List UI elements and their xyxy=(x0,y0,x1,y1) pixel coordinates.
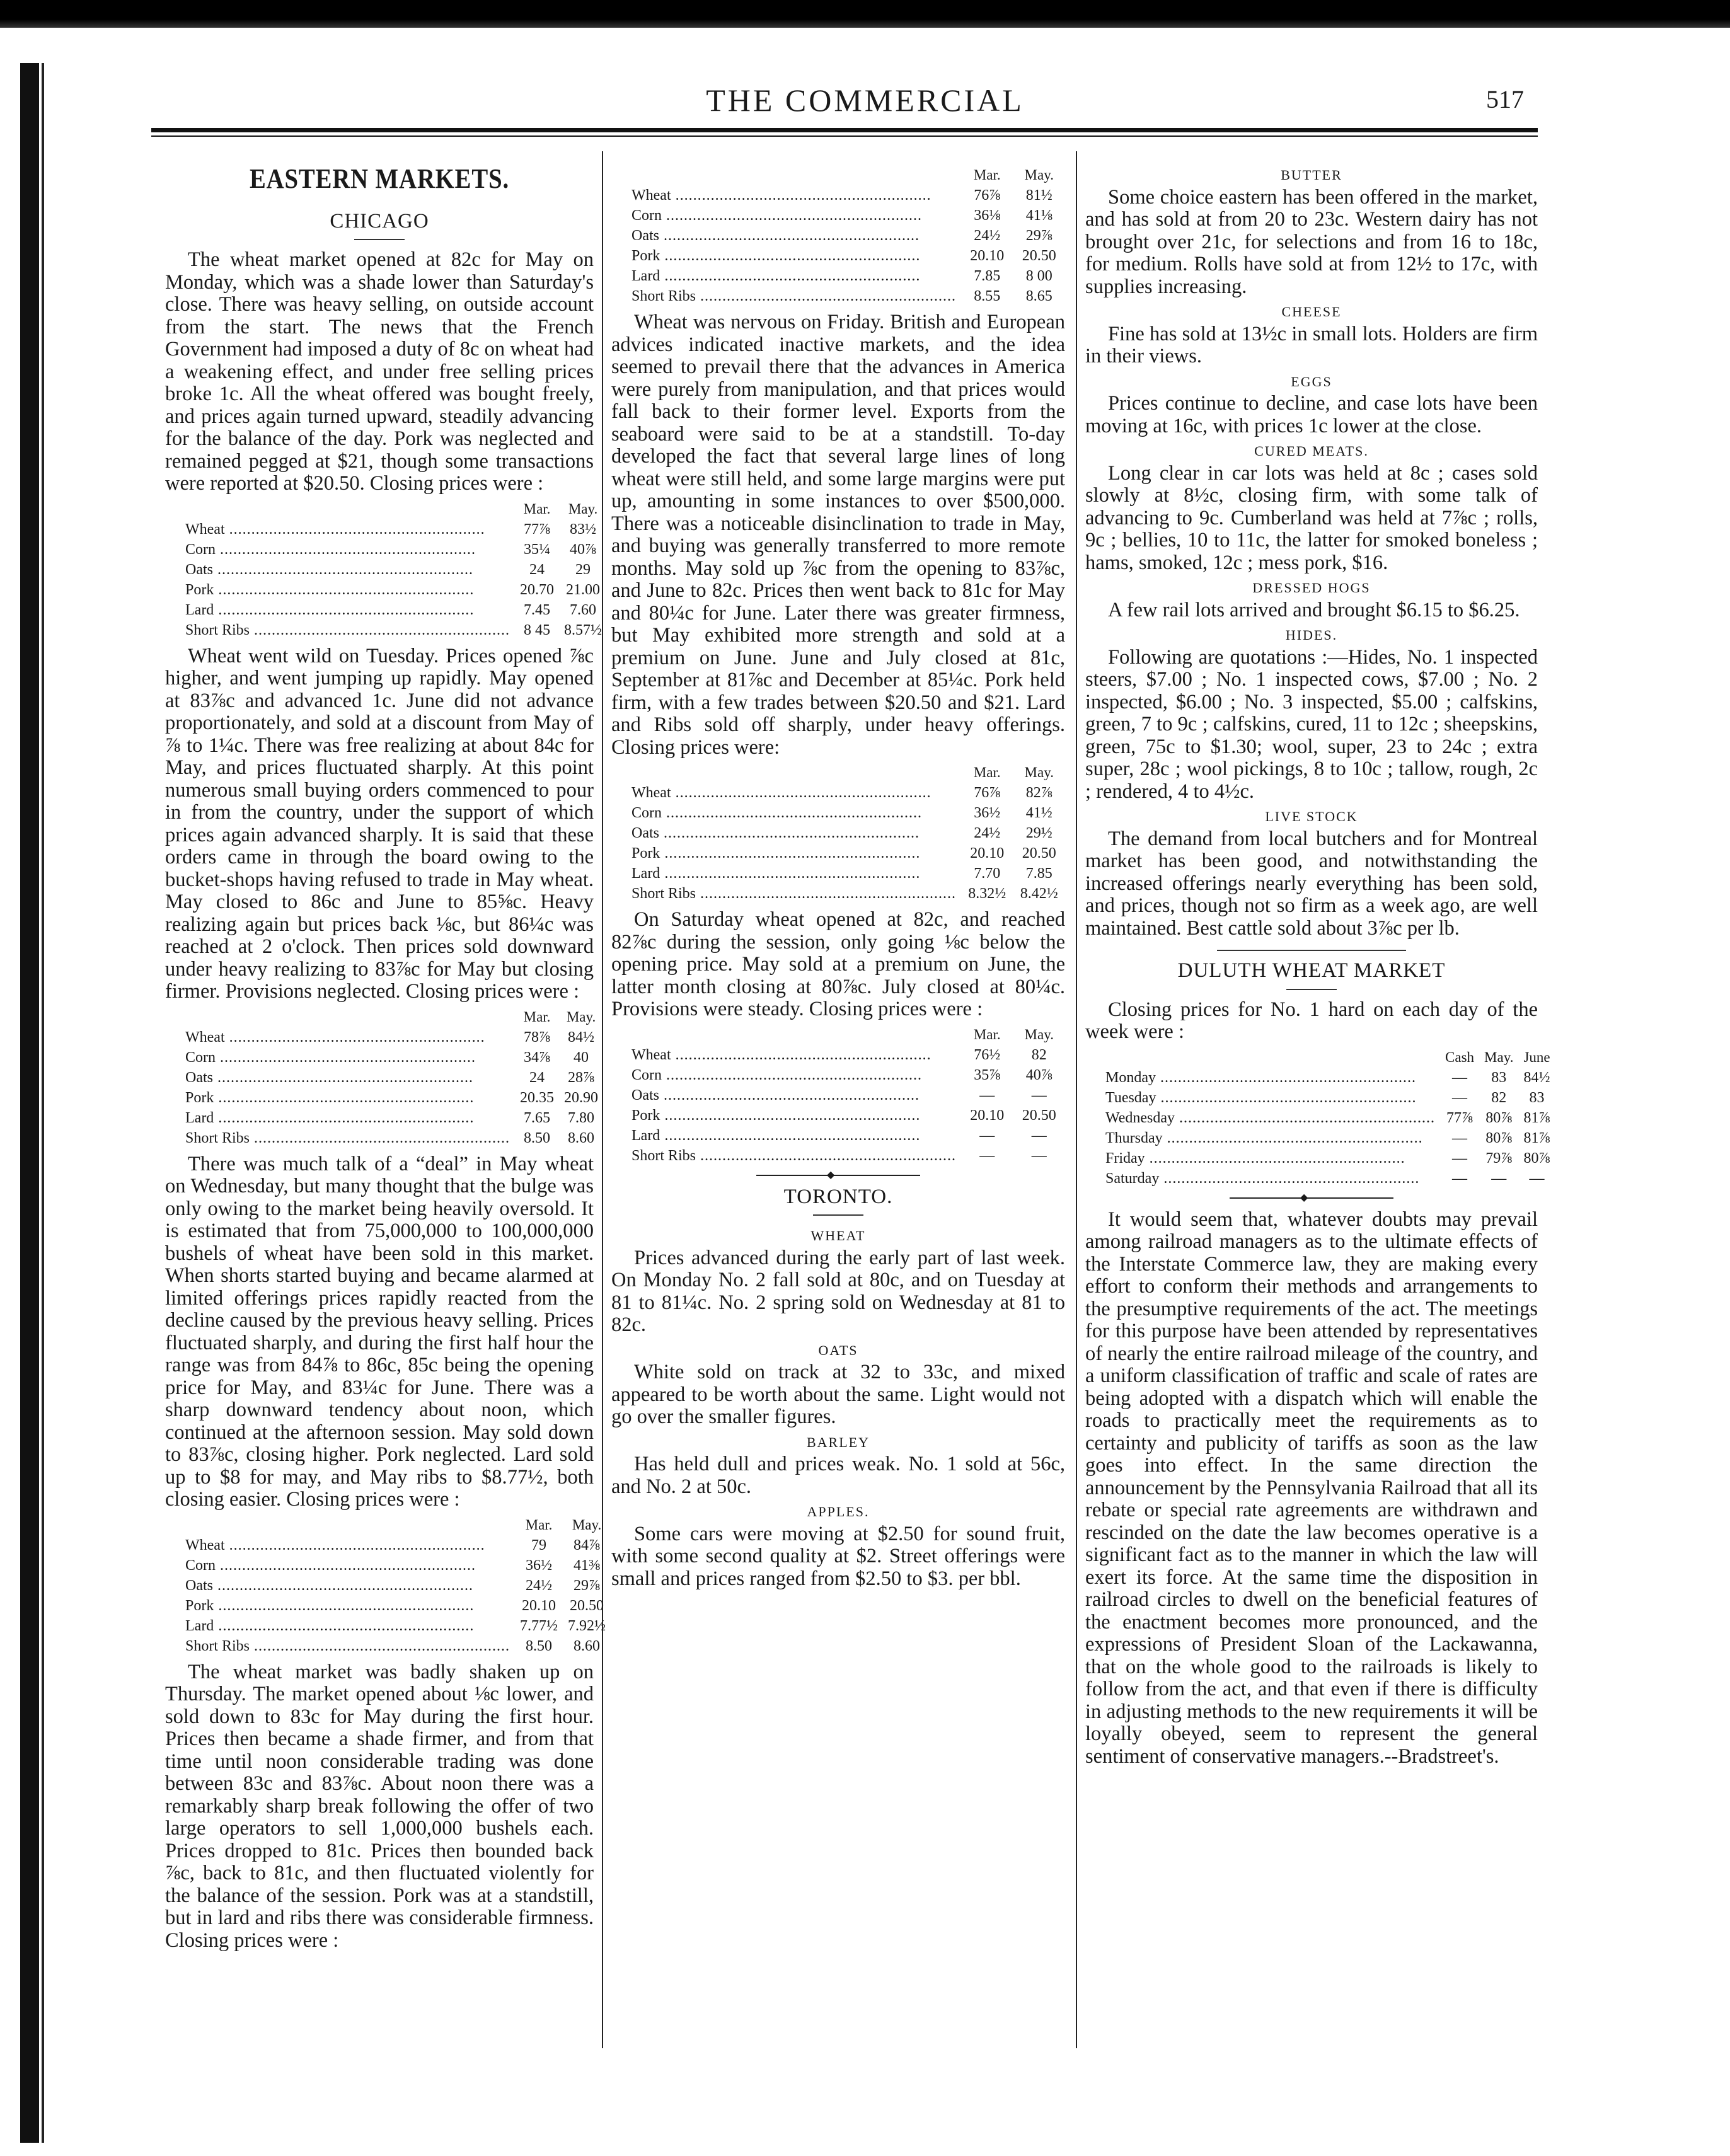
price-cell: 8.50 xyxy=(524,1129,551,1146)
paragraph: There was much talk of a “deal” in May wheat on Wednesday, but many thought that the bulge was only owing to the market being heavily oversold. It is estimated that from 75,000,000 to 100,000,000 bushels of wheat have been sold in this market. When shorts started buying and became alarmed at limited offerings prices rapidly reacted from the decline caused by the previous heavy selling. Prices fluctuated sharply, and during the first half hour the range was from 84⅞ to 86c, 85c being the opening price for May, and 83¼c for June. There was a sharp downward tendency about noon, which continued at the afternoon session. May sold down to 83⅞c, closing higher. Pork neglected. Lard sold up to $8 for may, and May ribs to $8.77½, both closing easier. Closing prices were : xyxy=(165,1152,594,1511)
price-cell: 8.32½ xyxy=(968,885,1006,902)
subheading: HIDES. xyxy=(1285,627,1338,643)
price-cell: 28⅞ xyxy=(568,1069,595,1086)
row-label: Short Ribs ..... xyxy=(626,884,961,904)
row-label: Corn ..... xyxy=(626,803,961,823)
column-2 xyxy=(611,161,1065,1590)
city-heading-toronto: TORONTO. xyxy=(783,1185,893,1208)
table-row xyxy=(626,205,1065,226)
table-row xyxy=(1100,1128,1555,1148)
paragraph: Long clear in car lots was held at 8c ; cases sold slowly at 8½c, closing firm, with some talk of advancing to 9c. Cumberland was held at 7⅞c ; rolls, 9c ; bellies, 10 to 11c, the latter for smoked boneless ; hams, smoked, 12c ; mess pork, $16. xyxy=(1085,461,1538,574)
table-row xyxy=(180,1108,603,1128)
price-table-body xyxy=(1100,1068,1555,1189)
row-label: Short Ribs ..... xyxy=(626,286,961,306)
price-table-body xyxy=(626,783,1065,904)
city-heading-chicago: CHICAGO xyxy=(330,209,429,233)
price-cell: 8.57½ xyxy=(564,621,603,638)
table-row xyxy=(626,1126,1065,1146)
column-header: May. xyxy=(572,1516,602,1533)
price-cell: 7.70 xyxy=(974,865,1001,882)
price-cell: 80⅞ xyxy=(1485,1129,1513,1146)
row-label: Pork ..... xyxy=(180,1088,515,1108)
price-cell: 83½ xyxy=(570,521,597,538)
price-cell: 41⅜ xyxy=(574,1557,601,1574)
paragraph: On Saturday wheat opened at 82c, and reached 82⅞c during the session, only going ⅛c below the opening price. May sold at a premium on June, the latter month closing at 80⅞c. July closed at 80¼c. Provisions were steady. Closing prices were : xyxy=(611,908,1065,1020)
page-number: 517 xyxy=(1486,85,1524,113)
paragraph: The wheat market opened at 82c for May on Monday, which was a shade lower than Saturday's close. There was heavy selling, on outside account from the start. The news that the French Government had imposed a duty of 8c on wheat had a weakening effect, and under free selling prices broke 1c. All the wheat offered was bought freely, and prices again turned upward, steadily advancing for the balance of the day. Pork was neglected and remained pegged at $21, though some transactions were reported at $20.50. Closing prices were : xyxy=(165,248,594,495)
row-label: Oats ..... xyxy=(180,1068,515,1088)
subheading: BUTTER xyxy=(1281,167,1342,183)
table-row xyxy=(626,1085,1065,1105)
ornament-divider: ◆ xyxy=(756,1175,920,1176)
table-row xyxy=(626,823,1065,843)
price-cell: 7.45 xyxy=(524,601,551,618)
row-label: Short Ribs ..... xyxy=(626,1146,961,1166)
price-cell: 77⅞ xyxy=(524,521,551,538)
column-header: Mar. xyxy=(973,764,1001,780)
price-table-body xyxy=(180,1535,611,1656)
price-cell: 8 00 xyxy=(1025,268,1052,284)
table-row xyxy=(1100,1108,1555,1128)
price-cell: 35¼ xyxy=(524,541,551,558)
table-row xyxy=(180,539,607,560)
scan-binding-line xyxy=(42,63,44,2143)
table-row xyxy=(626,246,1065,266)
scan-top-edge xyxy=(0,0,1730,28)
price-cell: 40 xyxy=(574,1049,589,1066)
paragraph: Wheat went wild on Tuesday. Prices opened ⅞c higher, and went jumping up rapidly. May opened at 83⅞c and advanced 1c. June did not advance proportionately, and sold at a discount from May of ⅞ to 1¼c. There was free realizing at about 84c for May, and prices fluctuated sharply. At this point numerous small buying orders commenced to pour in from the country, under the support of which prices again advanced sharply. It is said that these orders came in through the board owing to the bucket-shops having refused to trade in May wheat. May closed to 86c and June to 85⅝c. Heavy realizing again but prices back ⅛c, but 86¼c was reached at 2 o'clock. Then prices sold downward under heavy realizing to 83⅞c for May but closing firmer. Provisions neglected. Closing prices were : xyxy=(165,644,594,1003)
price-table-body xyxy=(180,1027,603,1148)
price-cell: — xyxy=(1452,1089,1468,1106)
price-table xyxy=(626,763,1065,904)
header-rule-thin xyxy=(151,135,1538,137)
price-cell: — xyxy=(1031,1127,1047,1144)
column-header: Mar. xyxy=(523,500,551,517)
price-table-body xyxy=(180,519,607,640)
paragraph: The demand from local butchers and for Montreal market has been good, and notwithstanding the increased offerings nearly everything has been sold, and prices, though not so firm as a week ago, are well maintained. Best cattle sold about 3⅞c per lb. xyxy=(1085,827,1538,940)
price-cell: 7.77½ xyxy=(520,1617,558,1634)
price-table-body xyxy=(626,1045,1065,1166)
price-cell: 29⅞ xyxy=(1025,228,1052,244)
price-cell: — xyxy=(1031,1147,1047,1164)
table-row xyxy=(626,1105,1065,1126)
price-cell: 21.00 xyxy=(566,581,601,598)
subheading: APPLES. xyxy=(807,1504,870,1519)
row-label: Pork ..... xyxy=(180,1596,515,1616)
table-row xyxy=(180,519,607,539)
subheading: LIVE STOCK xyxy=(1265,809,1358,824)
price-cell: — xyxy=(1452,1150,1468,1167)
row-label: Oats ..... xyxy=(626,226,961,246)
price-cell: — xyxy=(1491,1170,1507,1187)
price-cell: — xyxy=(1452,1069,1468,1086)
table-row xyxy=(180,1068,603,1088)
duluth-heading: DULUTH WHEAT MARKET xyxy=(1177,959,1446,982)
table-row xyxy=(180,1616,611,1636)
divider xyxy=(1286,989,1337,990)
table-row xyxy=(180,1596,611,1616)
price-cell: 20.50 xyxy=(1022,1107,1056,1124)
column-header: Mar. xyxy=(525,1516,553,1533)
price-cell: 7.80 xyxy=(568,1109,595,1126)
row-label: Thursday ..... xyxy=(1100,1128,1440,1148)
row-label: Short Ribs ..... xyxy=(180,1128,515,1148)
ornament-divider: ◆ xyxy=(1230,1197,1393,1199)
row-label: Corn ..... xyxy=(180,1047,515,1068)
paragraph: Prices advanced during the early part of last week. On Monday No. 2 fall sold at 80c, and on Tuesday at 81 to 81¼c. No. 2 spring sold on Wednesday at 81 to 82c. xyxy=(611,1246,1065,1336)
price-cell: — xyxy=(979,1147,995,1164)
table-row xyxy=(180,1088,603,1108)
subheading: CHEESE xyxy=(1281,304,1342,320)
price-cell: 40⅞ xyxy=(570,541,597,558)
row-label: Short Ribs ..... xyxy=(180,1636,515,1656)
price-cell: 36½ xyxy=(974,805,1001,821)
column-header: May. xyxy=(1484,1049,1514,1065)
price-cell: 7.85 xyxy=(974,268,1001,284)
price-cell: 36⅛ xyxy=(974,207,1001,224)
column-header: Mar. xyxy=(973,1026,1001,1042)
row-label: Oats ..... xyxy=(626,1085,961,1105)
subheading: WHEAT xyxy=(810,1228,866,1243)
price-cell: 7.85 xyxy=(1025,865,1052,882)
price-cell: 76⅞ xyxy=(974,187,1001,204)
price-cell: 20.50 xyxy=(570,1597,604,1614)
row-label: Wheat ..... xyxy=(626,1045,961,1065)
price-cell: 80⅞ xyxy=(1485,1109,1513,1126)
price-cell: 84½ xyxy=(1523,1069,1550,1086)
price-table xyxy=(180,499,607,640)
price-cell: — xyxy=(979,1087,995,1104)
price-table xyxy=(180,1007,603,1148)
row-label: Lard ..... xyxy=(180,1108,515,1128)
price-cell: 20.35 xyxy=(520,1089,555,1106)
price-cell: 83 xyxy=(1529,1089,1545,1106)
price-cell: 82 xyxy=(1491,1089,1507,1106)
price-cell: — xyxy=(1529,1170,1545,1187)
paragraph: Prices continue to decline, and case lots have been moving at 16c, with prices 1c lower at the close. xyxy=(1085,392,1538,437)
price-cell: 20.10 xyxy=(970,845,1005,862)
price-cell: 29½ xyxy=(1025,825,1052,841)
row-label: Wheat ..... xyxy=(626,185,961,205)
table-row xyxy=(626,1065,1065,1085)
table-row xyxy=(180,1576,611,1596)
price-cell: 20.50 xyxy=(1022,845,1056,862)
row-label: Pork ..... xyxy=(626,246,961,266)
price-cell: 8.65 xyxy=(1025,288,1052,304)
table-row xyxy=(626,803,1065,823)
price-cell: — xyxy=(1452,1170,1468,1187)
table-row xyxy=(626,286,1065,306)
table-row xyxy=(1100,1088,1555,1108)
price-cell: 76½ xyxy=(974,1046,1001,1063)
subheading: BARLEY xyxy=(807,1434,870,1450)
table-row xyxy=(1100,1168,1555,1189)
price-cell: 79 xyxy=(531,1536,547,1554)
price-cell: 24½ xyxy=(526,1577,553,1594)
column-3 xyxy=(1085,161,1550,1768)
table-row xyxy=(626,1045,1065,1065)
divider xyxy=(354,239,405,240)
price-cell: 24 xyxy=(529,1069,545,1086)
subheading: EGGS xyxy=(1291,373,1332,389)
duluth-table xyxy=(1100,1047,1555,1189)
price-cell: 80⅞ xyxy=(1523,1150,1550,1167)
page-title: THE COMMERCIAL xyxy=(706,83,1024,118)
row-label: Pork ..... xyxy=(180,580,515,600)
paragraph: Wheat was nervous on Friday. British and European advices indicated inactive markets, and the idea seemed to prevail there that the advances in America were purely from manipulation, and that prices would fall back to their former level. Exports from the seaboard were said to be at a standstill. To-day developed the fact that several large lines of long wheat were still held, and some large margins were put up, amounting in some instances to over $500,000. There was a noticeable disinclination to trade in May, and buying was generally transferred to more remote months. May sold up ⅞c from the opening to 83⅞c, and June to 82c. Prices then went back to 81c for May and 80¼c for June. Later there was greater firmness, but May exhibited more strength and sold at a premium on June. June and July closed at 81c, September at 81⅞c and December at 85¼c. Pork held firm, with a few trades between $20.50 and $21. Lard and Ribs sold off sharply, under heavy offerings. Closing prices were: xyxy=(611,311,1065,759)
price-cell: 8 45 xyxy=(524,621,551,638)
row-label: Corn ..... xyxy=(626,205,961,226)
row-label: Saturday ..... xyxy=(1100,1168,1440,1189)
price-cell: 78⅞ xyxy=(524,1029,551,1046)
price-cell: 41½ xyxy=(1025,805,1052,821)
table-row xyxy=(180,580,607,600)
paragraph: Has held dull and prices weak. No. 1 sold at 56c, and No. 2 at 50c. xyxy=(611,1453,1065,1498)
price-cell: 7.92½ xyxy=(568,1617,606,1634)
price-cell: 20.70 xyxy=(520,581,555,598)
row-label: Pork ..... xyxy=(626,1105,961,1126)
price-cell: 82⅞ xyxy=(1025,785,1052,801)
row-label: Lard ..... xyxy=(626,266,961,286)
row-label: Oats ..... xyxy=(626,823,961,843)
price-cell: 76⅞ xyxy=(974,785,1001,801)
price-cell: 20.50 xyxy=(1022,248,1056,264)
price-cell: 36½ xyxy=(526,1557,553,1574)
column-header: Mar. xyxy=(523,1008,551,1025)
row-label: Tuesday ..... xyxy=(1100,1088,1440,1108)
price-cell: 34⅞ xyxy=(524,1049,551,1066)
table-row xyxy=(626,884,1065,904)
divider xyxy=(1217,950,1406,951)
row-label: Corn ..... xyxy=(626,1065,961,1085)
price-cell: 20.10 xyxy=(522,1597,556,1614)
table-row xyxy=(180,1027,603,1047)
subheading: CURED MEATS. xyxy=(1254,443,1369,459)
price-cell: 20.10 xyxy=(970,248,1005,264)
table-row xyxy=(180,1535,611,1555)
price-cell: 20.10 xyxy=(970,1107,1005,1124)
column-header: May. xyxy=(568,500,598,517)
row-label: Lard ..... xyxy=(180,1616,515,1636)
divider xyxy=(813,1214,863,1216)
column-header: May. xyxy=(1024,1026,1054,1042)
table-row xyxy=(626,863,1065,884)
table-row xyxy=(180,1047,603,1068)
price-cell: 83 xyxy=(1491,1069,1507,1086)
price-cell: 24½ xyxy=(974,825,1001,841)
column-1 xyxy=(165,161,606,1952)
table-row xyxy=(626,266,1065,286)
row-label: Lard ..... xyxy=(626,1126,961,1146)
row-label: Wheat ..... xyxy=(180,519,515,539)
price-cell: 24½ xyxy=(974,228,1001,244)
row-label: Wheat ..... xyxy=(626,783,961,803)
price-cell: — xyxy=(979,1127,995,1144)
price-table-body xyxy=(626,185,1065,306)
column-rule xyxy=(1076,151,1077,2048)
paragraph: Closing prices for No. 1 hard on each day of the week were : xyxy=(1085,998,1538,1043)
table-row xyxy=(1100,1068,1555,1088)
table-row xyxy=(626,226,1065,246)
paragraph: The wheat market was badly shaken up on Thursday. The market opened about ⅛c lower, and sold down to 83c for May during the first hour. Prices then became a shade firmer, and from that time until noon considerable trading was done between 83c and 83⅞c. About noon there was a remarkably sharp break following the offer of two large operators to sell 1,000,000 bushels each. Prices dropped to 81c. Prices then bounded back ⅞c, back to 81c, and then fluctuated violently for the balance of the session. Pork was at a standstill, but in lard and ribs there was considerable firmness. Closing prices were : xyxy=(165,1660,594,1952)
table-row xyxy=(1100,1148,1555,1168)
column-header: May. xyxy=(566,1008,596,1025)
column-header: Mar. xyxy=(973,167,1001,183)
price-cell: 81⅞ xyxy=(1523,1129,1550,1146)
price-cell: 8.55 xyxy=(974,288,1001,304)
price-cell: 81½ xyxy=(1025,187,1052,204)
price-cell: 84⅞ xyxy=(574,1536,601,1554)
price-cell: — xyxy=(1031,1087,1047,1104)
price-cell: 77⅞ xyxy=(1446,1109,1473,1126)
section-title: EASTERN MARKETS. xyxy=(249,163,510,194)
row-label: Lard ..... xyxy=(180,600,515,620)
price-cell: 79⅞ xyxy=(1485,1150,1513,1167)
row-label: Wednesday ..... xyxy=(1100,1108,1440,1128)
table-row xyxy=(626,185,1065,205)
paragraph: Fine has sold at 13½c in small lots. Holders are firm in their views. xyxy=(1085,322,1538,367)
table-row xyxy=(626,843,1065,863)
table-row xyxy=(180,1128,603,1148)
paragraph: Following are quotations :—Hides, No. 1 inspected steers, $7.00 ; No. 1 inspected cows, $7.00 ; No. 2 inspected, $6.00 ; No. 3 inspected, $5.00 ; calfskins, green, 7 to 9c ; calfskins, cured, 11 to 12c ; sheepskins, green, 75c to $1.30; wool, super, 23 to 24c ; extra super, 28c ; wool pickings, 8 to 10c ; tallow, rough, 2c ; rendered, 4 to 4½c. xyxy=(1085,645,1538,803)
price-cell: 29 xyxy=(575,561,591,578)
column-header: May. xyxy=(1024,167,1054,183)
paragraph: White sold on track at 32 to 33c, and mixed appeared to be worth about the same. Light would not go over the smaller figures. xyxy=(611,1361,1065,1428)
price-cell: 20.90 xyxy=(564,1089,599,1106)
table-row xyxy=(180,620,607,640)
price-cell: 8.50 xyxy=(526,1637,553,1654)
row-label: Pork ..... xyxy=(626,843,961,863)
row-label: Friday ..... xyxy=(1100,1148,1440,1168)
price-cell: 41⅛ xyxy=(1025,207,1052,224)
row-label: Wheat ..... xyxy=(180,1027,515,1047)
row-label: Oats ..... xyxy=(180,560,515,580)
table-row xyxy=(180,1555,611,1576)
table-row xyxy=(626,783,1065,803)
table-row xyxy=(180,600,607,620)
price-cell: 8.42½ xyxy=(1020,885,1058,902)
price-cell: 29⅞ xyxy=(574,1577,601,1594)
paragraph: A few rail lots arrived and brought $6.15 to $6.25. xyxy=(1108,598,1520,621)
scan-binding-edge xyxy=(20,63,39,2143)
header-rule xyxy=(151,128,1538,132)
row-label: Wheat ..... xyxy=(180,1535,515,1555)
price-cell: 40⅞ xyxy=(1025,1066,1052,1083)
column-header: June xyxy=(1523,1049,1550,1065)
price-table xyxy=(180,1515,611,1656)
paragraph: It would seem that, whatever doubts may prevail among railroad managers as to the ultimate effects of the Interstate Commerce law, they are making every effort to conform their methods and arrangements to the presumptive requirements of the act. The meetings for this purpose have been attended by representatives of nearly the entire railroad mileage of the country, and a uniform classification of traffic and scale of rates are being adopted with a dispatch which will enable the roads to practically meet the requirements as to certainty and publicity of tariffs as soon as the law goes into effect. In the same direction the announcement by the Pennsylvania Railroad that all its rebate or special rate agreements are withdrawn and rescinded on the date the law becomes operative is a significant fact as to the manner in which the law will exert its force. At the same time the disposition in railroad circles to dwell on the beneficial features of the enactment becomes more pronounced, and the expressions of President Sloan of the Lackawanna, that on the whole good to the railroads is likely to follow from the act, and that even if there is difficulty in adjusting methods to the new requirements it will be loyally obeyed, seem to represent the general sentiment of conservative managers.--Bradstreet's. xyxy=(1085,1208,1538,1768)
price-table xyxy=(626,1025,1065,1166)
row-label: Lard ..... xyxy=(626,863,961,884)
price-cell: 8.60 xyxy=(574,1637,601,1654)
row-label: Short Ribs ..... xyxy=(180,620,515,640)
table-row xyxy=(626,1146,1065,1166)
table-row xyxy=(180,1636,611,1656)
price-cell: 35⅞ xyxy=(974,1066,1001,1083)
column-header: May. xyxy=(1024,764,1054,780)
price-cell: 24 xyxy=(529,561,545,578)
price-cell: 81⅞ xyxy=(1523,1109,1550,1126)
subheading: DRESSED HOGS xyxy=(1252,580,1371,596)
price-cell: — xyxy=(1452,1129,1468,1146)
subheading: OATS xyxy=(818,1342,858,1358)
table-row xyxy=(180,560,607,580)
row-label: Monday ..... xyxy=(1100,1068,1440,1088)
price-table xyxy=(626,165,1065,306)
paragraph: Some choice eastern has been offered in the market, and has sold at from 20 to 23c. Western dairy has not brought over 21c, for selections and from 16 to 18c, for medium. Rolls have sold at from 12½ to 17c, with supplies increasing. xyxy=(1085,185,1538,298)
price-cell: 8.60 xyxy=(568,1129,595,1146)
row-label: Corn ..... xyxy=(180,1555,515,1576)
price-cell: 7.60 xyxy=(570,601,597,618)
row-label: Corn ..... xyxy=(180,539,515,560)
column-header: Cash xyxy=(1445,1049,1475,1065)
price-cell: 82 xyxy=(1031,1046,1047,1063)
paragraph: Some cars were moving at $2.50 for sound fruit, with some second quality at $2. Street offerings were small and prices ranged from $2.50 to $3. per bbl. xyxy=(611,1522,1065,1590)
price-cell: 7.65 xyxy=(524,1109,551,1126)
row-label: Oats ..... xyxy=(180,1576,515,1596)
price-cell: 84½ xyxy=(568,1029,595,1046)
